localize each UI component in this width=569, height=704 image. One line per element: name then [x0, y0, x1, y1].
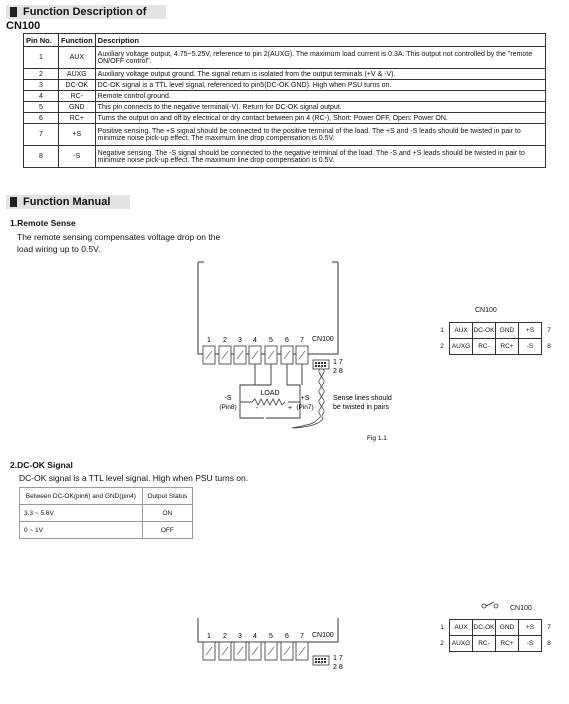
dc-ok-wiring-diagram: [180, 548, 380, 678]
table-row: [24, 102, 546, 113]
pin-number: 7: [300, 337, 304, 344]
table-header-row: [20, 488, 193, 505]
table-row: [24, 80, 546, 91]
connector-label: CN100: [312, 632, 334, 639]
pin-number: 6: [285, 633, 289, 640]
column-header: Between DC-OK(pin6) and GND(pin4): [20, 488, 143, 505]
connector-label: CN100: [312, 336, 334, 343]
pin-number: 2: [223, 633, 227, 640]
connector-side-label-bottom: 2 8: [333, 368, 343, 375]
pin-cell: 1: [24, 47, 59, 69]
load-plus-label: +: [288, 405, 293, 412]
section-marker-icon: [10, 7, 17, 17]
pin-cell: 3: [24, 80, 59, 91]
function-cell: -S: [59, 146, 96, 168]
plus-s-label: +S: [300, 395, 310, 402]
pinmap-cell: GND: [496, 323, 519, 339]
column-header: Output Status: [142, 488, 192, 505]
pin-number: 4: [253, 633, 257, 640]
pinmap-cell: +S: [519, 620, 542, 636]
switch-contact-icon: [478, 600, 502, 612]
pin-cell: 7: [24, 124, 59, 146]
output-status-cell: ON: [142, 505, 192, 522]
pin-number: 6: [285, 337, 289, 344]
pin-number: 4: [253, 337, 257, 344]
table-row: [20, 505, 193, 522]
pin-cell: 2: [24, 69, 59, 80]
pin-function-table: [23, 33, 546, 168]
cn100-connector-icon: [313, 360, 329, 369]
remote-sense-text-2: load wiring up to 0.5V.: [17, 244, 101, 254]
pin-cell: 6: [24, 113, 59, 124]
table-row: [24, 113, 546, 124]
remote-sense-text-1: The remote sensing compensates voltage drop on the: [17, 232, 221, 242]
output-status-cell: OFF: [142, 522, 192, 539]
terminal-block-icon: [203, 642, 308, 660]
table-row: [24, 69, 546, 80]
pinmap-title: CN100: [510, 605, 532, 612]
pin-number: 1: [207, 337, 211, 344]
load-label: LOAD: [260, 390, 280, 397]
function-cell: AUXG: [59, 69, 96, 80]
pinmap-cell: RC-: [473, 339, 496, 355]
twist-note-1: Sense lines should: [333, 395, 392, 402]
pinmap-cell: GND: [496, 620, 519, 636]
column-header: Description: [95, 34, 545, 47]
dc-ok-text: DC-OK signal is a TTL level signal. High when PSU turns on.: [19, 473, 249, 483]
load-minus-label: -: [256, 405, 259, 412]
pinmap-cell: AUX: [450, 620, 473, 636]
table-row: [24, 47, 546, 69]
plus-s-pin-label: (Pin7): [296, 404, 314, 411]
section-marker-icon: [10, 197, 17, 207]
pinmap-row-number: 2: [440, 640, 444, 647]
pin-number: 5: [269, 633, 273, 640]
pin-number: 2: [223, 337, 227, 344]
remote-sense-heading: 1.Remote Sense: [10, 218, 76, 228]
voltage-range-cell: 3.3 ~ 5.6V: [20, 505, 143, 522]
description-cell: This pin connects to the negative terminal(-V). Return for DC-OK signal output.: [95, 102, 545, 113]
pinmap-cell: RC+: [496, 636, 519, 652]
pinmap-cell: AUXG: [450, 636, 473, 652]
description-cell: Positive sensing. The +S signal should be connected to the positive terminal of the load. The +S and -S leads should be twisted in pair to minimize noise pick-up effect. The maximum line drop compensation is 0.5V.: [95, 124, 545, 146]
minus-s-pin-label: (Pin8): [219, 404, 237, 411]
pinmap-row-number: 7: [547, 624, 551, 631]
minus-s-label: -S: [224, 395, 232, 402]
table-row: [24, 91, 546, 102]
function-cell: GND: [59, 102, 96, 113]
pinmap-cell: AUXG: [450, 339, 473, 355]
table-header-row: [24, 34, 546, 47]
section-header-function-manual: [6, 195, 130, 209]
pinmap-cell: RC-: [473, 636, 496, 652]
pin-number: 3: [238, 337, 242, 344]
pin-number: 7: [300, 633, 304, 640]
section-title: Function Description of CN100: [6, 6, 147, 32]
section-title: Function Manual: [23, 196, 111, 208]
pinmap-row-number: 2: [440, 343, 444, 350]
description-cell: Turns the output on and off by electrical or dry contact between pin 4 (RC-), Short: Power OFF, Open: Power ON.: [95, 113, 545, 124]
pinmap-row: [435, 620, 556, 636]
pin-cell: 4: [24, 91, 59, 102]
connector-side-label-top: 1 7: [333, 359, 343, 366]
pinmap-cell: -S: [519, 339, 542, 355]
description-cell: Auxiliary voltage output, 4.75~5.25V, reference to pin 2(AUXG). The maximum load current is 0.3A. This output not controlled by the "remote ON/OFF control".: [95, 47, 545, 69]
pinmap-cell: DC-OK: [473, 620, 496, 636]
pinmap-row-number: 8: [547, 343, 551, 350]
pin-number: 3: [238, 633, 242, 640]
table-row: [24, 146, 546, 168]
section-header-cn100: [6, 5, 166, 32]
function-cell: +S: [59, 124, 96, 146]
pinmap-title: CN100: [475, 307, 497, 314]
pinmap-row-number: 1: [440, 624, 444, 631]
pin-number: 1: [207, 633, 211, 640]
function-cell: AUX: [59, 47, 96, 69]
table-row: [24, 124, 546, 146]
function-cell: RC+: [59, 113, 96, 124]
connector-side-label-top: 1 7: [333, 655, 343, 662]
twist-note-2: be twisted in pairs: [333, 404, 390, 411]
pinmap-cell: AUX: [450, 323, 473, 339]
pinmap-row-number: 8: [547, 640, 551, 647]
function-cell: RC-: [59, 91, 96, 102]
pinmap-row-number: 7: [547, 327, 551, 334]
column-header: Function: [59, 34, 96, 47]
pinmap-row-number: 1: [440, 327, 444, 334]
cn100-pinmap-table: [435, 619, 556, 652]
terminal-block-icon: [203, 346, 308, 364]
pinmap-cell: RC+: [496, 339, 519, 355]
description-cell: Remote control ground.: [95, 91, 545, 102]
description-cell: DC-OK signal is a TTL level signal, referenced to pin5(DC-OK GND). High when PSU turns on.: [95, 80, 545, 91]
cn100-connector-icon: [313, 656, 329, 665]
dc-ok-table: [19, 487, 193, 539]
connector-side-label-bottom: 2 8: [333, 664, 343, 671]
pinmap-row: [435, 323, 556, 339]
description-cell: Auxiliary voltage output ground. The signal return is isolated from the output terminals (+V & -V).: [95, 69, 545, 80]
pinmap-cell: -S: [519, 636, 542, 652]
dc-ok-heading: 2.DC-OK Signal: [10, 460, 73, 470]
pinmap-cell: +S: [519, 323, 542, 339]
pin-number: 5: [269, 337, 273, 344]
pinmap-row: [435, 636, 556, 652]
column-header: Pin No.: [24, 34, 59, 47]
pinmap-row: [435, 339, 556, 355]
function-cell: DC-OK: [59, 80, 96, 91]
remote-sense-wiring-diagram: [180, 260, 410, 450]
voltage-range-cell: 0 ~ 1V: [20, 522, 143, 539]
pinmap-cell: DC-OK: [473, 323, 496, 339]
figure-caption: Fig 1.1: [367, 435, 387, 442]
cn100-pinmap-table: [435, 322, 556, 355]
pin-cell: 5: [24, 102, 59, 113]
table-row: [20, 522, 193, 539]
description-cell: Negative sensing. The -S signal should be connected to the negative terminal of the load. The -S and +S leads should be twisted in pair to minimize noise pick-up effect. The maximum line drop compensation is 0.5V.: [95, 146, 545, 168]
pin-cell: 8: [24, 146, 59, 168]
